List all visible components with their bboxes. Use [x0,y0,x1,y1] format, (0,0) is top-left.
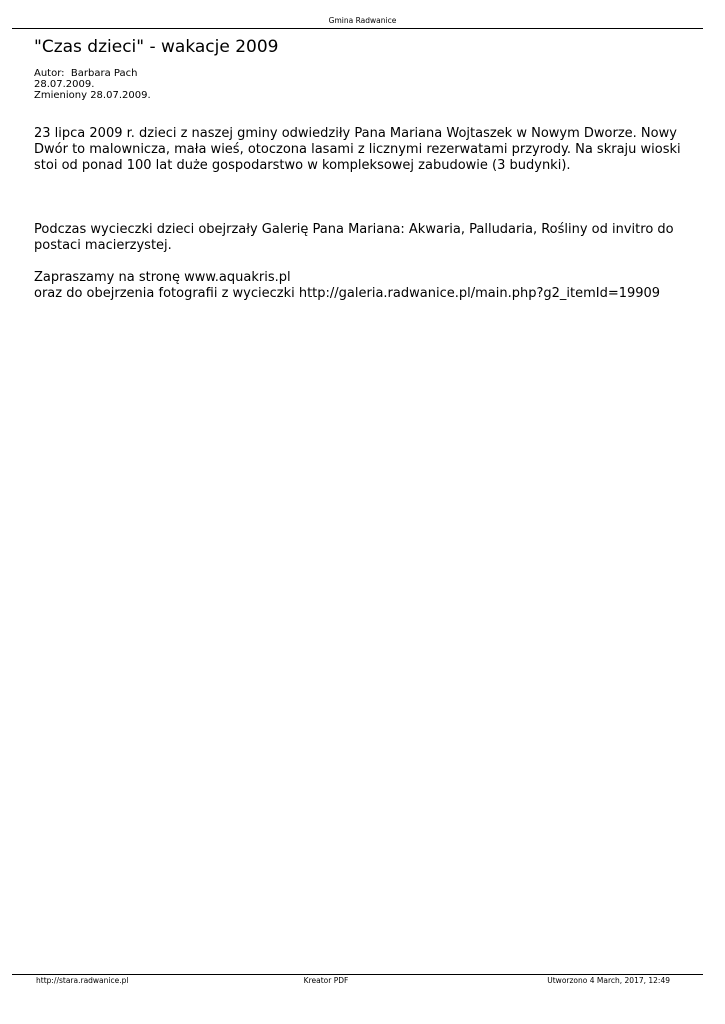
publish-date: 28.07.2009. [34,79,95,90]
footer-url-link[interactable]: http://stara.radwanice.pl [36,976,129,985]
site-name: Gmina Radwanice [328,16,397,25]
footer-created-timestamp: Utworzono 4 March, 2017, 12:49 [547,976,670,985]
footer-generator: Kreator PDF [303,976,349,985]
invite-website-line: Zapraszamy na stronę www.aquakris.pl [34,270,291,285]
invite-photos-line: oraz do obejrzenia fotografii z wycieczki http://galeria.radwanice.pl/main.php?g2_itemId=19909 [34,286,661,301]
paragraph-gallery: Podczas wycieczki dzieci obejrzały Galerię Pana Mariana: Akwaria, Palludaria, Rośliny od invitro do postaci macierzystej. [34,222,674,253]
paragraph-intro: 23 lipca 2009 r. dzieci z naszej gminy odwiedziły Pana Mariana Wojtaszek w Nowym Dworze. Nowy Dwór to malownicza, mała wieś, otoczona lasami z licznymi rezerwatami przyrody. Na skraju wioski stoi od ponad 100 lat duże gospodarstwo w kompleksowej zabudowie (3 budynki). [34,126,681,173]
article-body [34,126,704,302]
header-divider [12,28,703,29]
article-meta [34,68,151,101]
author-line: Autor: Barbara Pach [34,68,138,79]
modified-date: Zmieniony 28.07.2009. [34,90,151,101]
footer-divider [12,974,703,975]
article-title: "Czas dzieci" - wakacje 2009 [34,37,279,57]
